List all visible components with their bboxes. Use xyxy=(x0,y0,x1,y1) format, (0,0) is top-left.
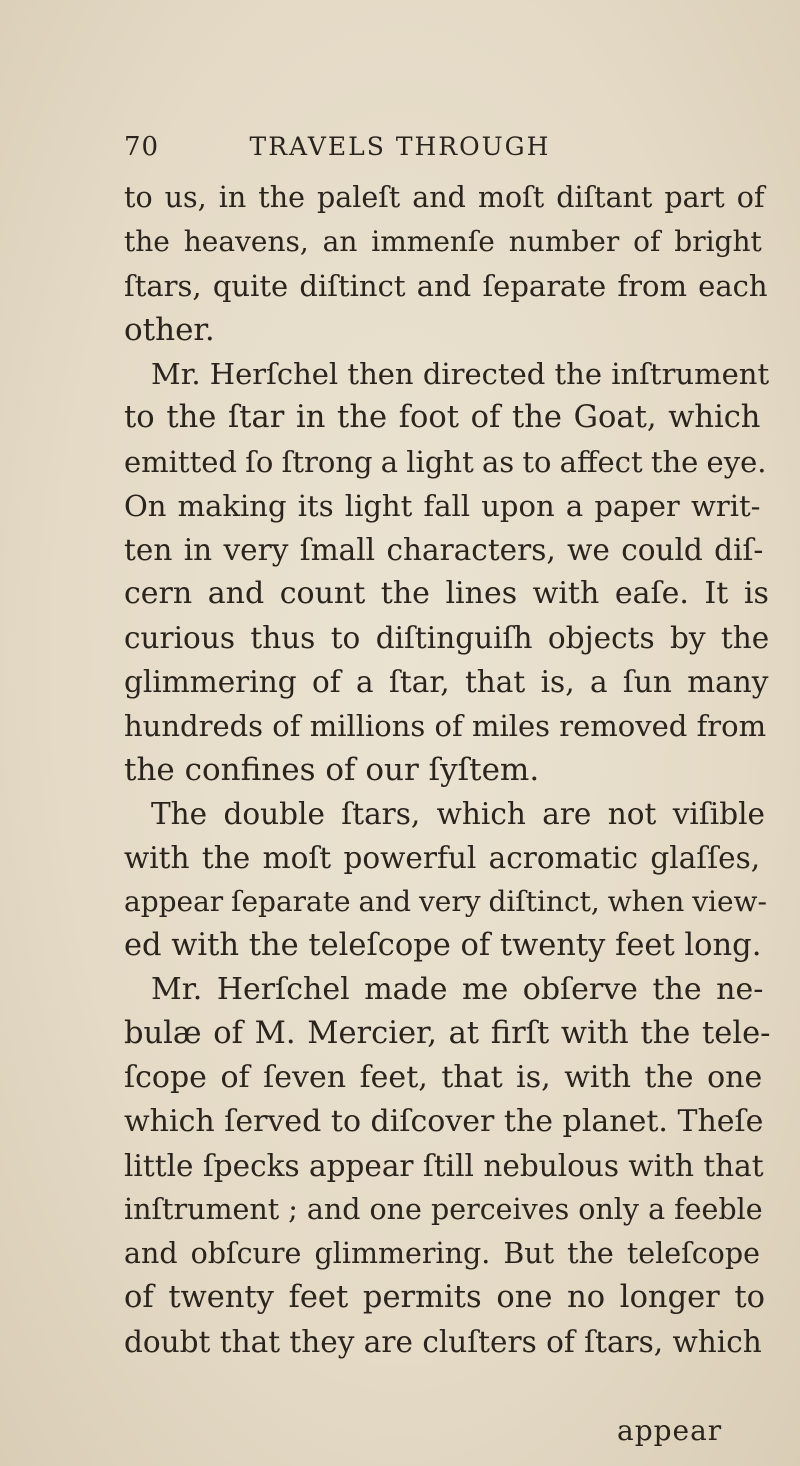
text-line: ſtars, quite diſtinct and ſeparate from each xyxy=(124,269,768,303)
page-number: 70 xyxy=(124,132,160,162)
text-line: glimmering of a ſtar, that is, a ſun many xyxy=(124,665,769,699)
text-line: which ſerved to diſcover the planet. Theſe xyxy=(124,1104,764,1139)
text-line: and obſcure glimmering. But the teleſcope xyxy=(124,1237,760,1270)
text-line: doubt that they are cluſters of ſtars, which xyxy=(124,1325,762,1359)
page-header xyxy=(0,132,800,172)
text-line: ed with the teleſcope of twenty feet long. xyxy=(124,928,762,963)
text-line: cern and count the lines with eaſe. It is xyxy=(124,576,769,611)
running-head: TRAVELS THROUGH xyxy=(249,132,551,161)
text-line: other. xyxy=(124,312,215,348)
text-line: the heavens, an immenſe number of bright xyxy=(124,225,762,258)
text-line: emitted ſo ſtrong a light as to affect the eye. xyxy=(124,445,767,479)
text-line: bulæ of M. Mercier, at firſt with the tele- xyxy=(124,1016,771,1051)
text-line: hundreds of millions of miles removed from xyxy=(124,709,767,743)
text-line: Mr. Herſchel then directed the inſtrument xyxy=(151,357,770,391)
text-line: The double ſtars, which are not viſible xyxy=(151,797,765,831)
text-line: the confines of our ſyſtem. xyxy=(124,752,540,788)
text-line: of twenty feet permits one no longer to xyxy=(124,1280,766,1315)
catchword: appear xyxy=(617,1414,723,1447)
text-line: to the ſtar in the foot of the Goat, which xyxy=(124,400,761,435)
text-line: to us, in the paleſt and moſt diſtant part of xyxy=(124,181,765,214)
text-line: ſcope of ſeven feet, that is, with the one xyxy=(124,1060,763,1095)
text-line: curious thus to diſtinguiſh objects by the xyxy=(124,621,770,655)
text-line: little ſpecks appear ſtill nebulous with that xyxy=(124,1149,764,1183)
text-line: appear ſeparate and very diſtinct, when view- xyxy=(124,885,767,918)
text-line: inſtrument ; and one perceives only a feeble xyxy=(124,1193,763,1226)
text-line: On making its light fall upon a paper writ- xyxy=(124,489,761,523)
text-line: with the moſt powerful acromatic glaſſes, xyxy=(124,841,761,875)
text-line: Mr. Herſchel made me obſerve the ne- xyxy=(151,972,764,1007)
text-line: ten in very ſmall characters, we could diſ- xyxy=(124,533,764,567)
